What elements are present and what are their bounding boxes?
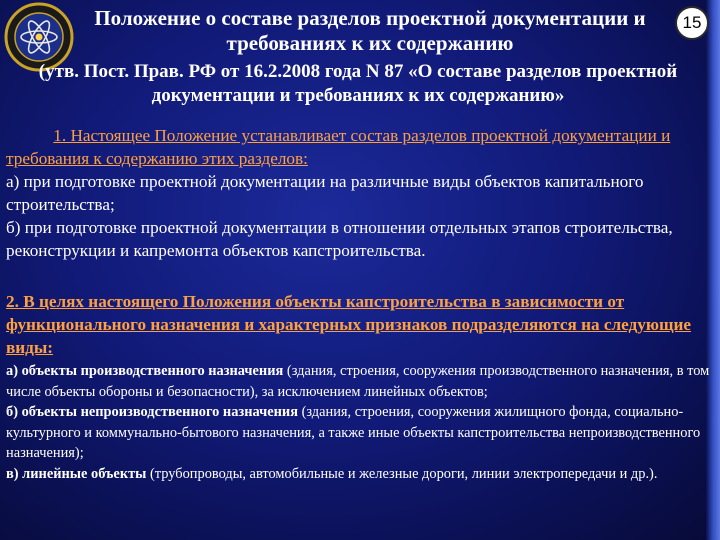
page-number-badge: 15	[675, 6, 709, 40]
list-item-text: (здания, строения, сооружения жилищного фонда, социально-культурного и коммунально-бытового назначения, а также иные объекты капстроительства непроизводственного назначения);	[6, 404, 701, 461]
section-2-items	[6, 361, 714, 484]
page-subtitle: (утв. Пост. Прав. РФ от 16.2.2008 года N 87 «О составе разделов проектной документации и требованиях к их содержанию»	[38, 61, 678, 106]
section-1-lead-text: 1. Настоящее Положение устанавливает состав разделов проектной документации и требования к содержанию этих разделов:	[6, 126, 671, 168]
list-item-label: а) объекты производственного назначения	[6, 363, 284, 379]
section-1	[6, 124, 706, 262]
list-item-label: б) объекты непроизводственного назначения	[6, 404, 298, 420]
section-2-lead: 2. В целях настоящего Положения объекты капстроительства в зависимости от функционального назначения и характерных признаков подразделяются на следующие виды:	[6, 292, 692, 357]
list-item-text: (здания, строения, сооружения производственного назначения, в том числе объекты обороны и безопасности), за исключением линейных объектов;	[6, 363, 710, 400]
list-item-text: (трубопроводы, автомобильные и железные дороги, линии электропередачи и др.).	[146, 465, 658, 482]
section-1-item-a: а) при подготовке проектной документации на различные виды объектов капитального строительства;	[6, 172, 644, 214]
list-item	[6, 464, 714, 485]
section-1-lead	[6, 124, 706, 170]
section-1-item-b: б) при подготовке проектной документации в отношении отдельных этапов строительства, реконструкции и капремонта объектов капстроительства.	[6, 218, 673, 260]
list-item-label: в) линейные объекты	[6, 465, 147, 482]
page-title: Положение о составе разделов проектной документации и требованиях к их содержанию	[94, 6, 646, 55]
list-item	[6, 361, 714, 402]
list-item	[6, 402, 714, 464]
